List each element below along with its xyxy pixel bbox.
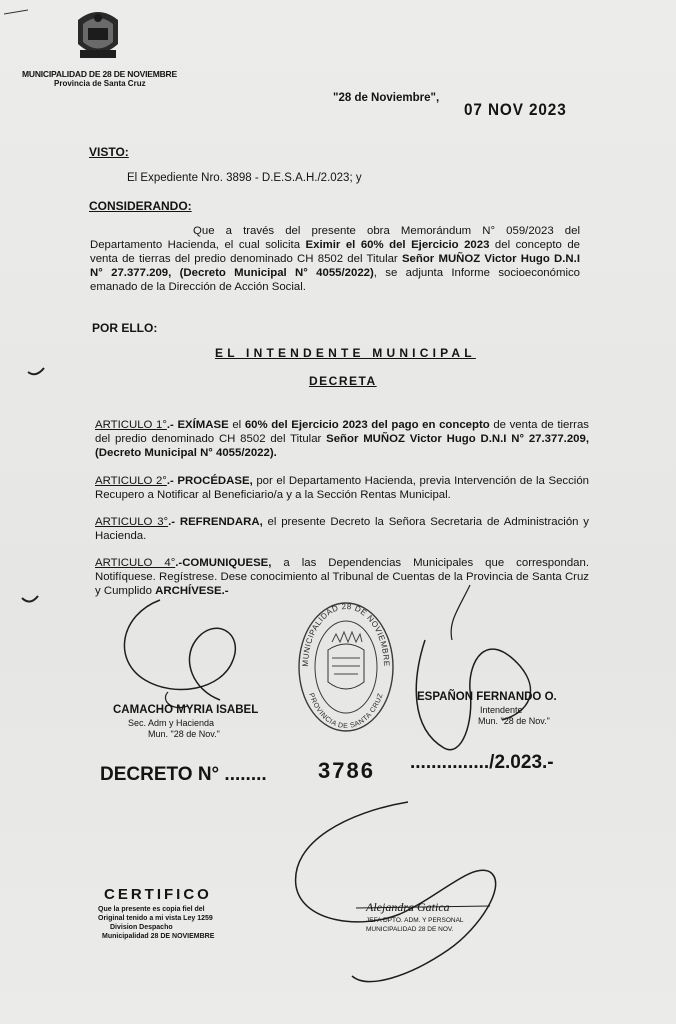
certifico-line-4: Municipalidad 28 DE NOVIEMBRE bbox=[102, 933, 215, 940]
signatory-left-role: Sec. Adm y Hacienda bbox=[128, 718, 215, 728]
certifico-line-1: Que la presente es copia fiel del bbox=[98, 906, 205, 913]
certifico-line-2: Original tenido a mi vista Ley 1259 bbox=[98, 915, 213, 922]
seal-bottom-text: PROVINCIA DE SANTA CRUZ bbox=[307, 692, 385, 731]
article-2: ARTICULO 2°.- PROCÉDASE, por el Departamento Hacienda, previa Intervención de la Sección Recupero a Notificar al Beneficiario/a y a la Sección Rentas Municipal. bbox=[95, 475, 589, 501]
decreta-heading: DECRETA bbox=[309, 374, 377, 388]
decree-label: DECRETO N° ........ bbox=[100, 764, 267, 785]
intendente-heading: EL INTENDENTE MUNICIPAL bbox=[215, 346, 476, 360]
date-stamp: 07 NOV 2023 bbox=[464, 100, 567, 119]
decree-number: 3786 bbox=[318, 758, 375, 783]
visto-expediente: El Expediente Nro. 3898 - D.E.S.A.H./2.023; y bbox=[127, 172, 362, 184]
certifier-role: JEFA DPTO. ADM. Y PERSONAL bbox=[366, 917, 464, 924]
article-3: ARTICULO 3°.- REFRENDARA, el presente Decreto la Señora Secretaria de Administración y Hacienda. bbox=[95, 516, 589, 542]
header-municipality: MUNICIPALIDAD DE 28 DE NOVIEMBRE bbox=[22, 69, 177, 79]
signatory-right-name: ESPAÑON FERNANDO O. bbox=[417, 691, 557, 703]
article-4: ARTICULO 4°.-COMUNIQUESE, a las Dependencias Municipales que correspondan. Notifíquese. Regístrese. Dese conocimiento al Tribunal de Cuentas de la Provincia de Santa Cruz y Cumplido ARCHÍVESE.- bbox=[95, 557, 589, 597]
header-quote-date: "28 de Noviembre", bbox=[333, 92, 440, 104]
decree-year: .............../2.023.- bbox=[410, 752, 554, 773]
signatory-left-place: Mun. "28 de Nov." bbox=[148, 729, 220, 739]
certifier-name: Alejandra Gatica bbox=[366, 900, 450, 914]
certifico-title: CERTIFICO bbox=[104, 886, 212, 903]
considerando-paragraph: Que a través del presente obra Memorándum N° 059/2023 del Departamento Hacienda, el cual solicita Eximir el 60% del Ejercicio 2023 del concepto de venta de tierras del predio denominado CH 8502 del Titular Señor MUÑOZ Victor Hugo D.N.I N° 27.377.209, (Decreto Municipal N° 4055/2022), se adjunta Informe socioeconómico emanado de la Dirección de Acción Social. bbox=[90, 225, 580, 293]
header-province: Provincia de Santa Cruz bbox=[54, 79, 146, 88]
signatory-right-place: Mun. "28 de Nov." bbox=[478, 716, 550, 726]
visto-heading: VISTO: bbox=[89, 145, 129, 159]
signatory-right-role: Intendente bbox=[480, 705, 523, 715]
certifier-place: MUNICIPALIDAD 28 DE NOV. bbox=[366, 926, 454, 933]
signatory-left-name: CAMACHO MYRIA ISABEL bbox=[113, 704, 259, 716]
por-ello-heading: POR ELLO: bbox=[92, 321, 158, 335]
considerando-heading: CONSIDERANDO: bbox=[89, 199, 192, 213]
seal-top-text: MUNICIPALIDAD 28 DE NOVIEMBRE bbox=[300, 601, 392, 667]
certifico-line-3: Division Despacho bbox=[110, 924, 173, 931]
article-1: ARTICULO 1°.- EXÍMASE el 60% del Ejercicio 2023 del pago en concepto de venta de tierras del predio denominado CH 8502 del Titular Señor MUÑOZ Victor Hugo D.N.I N° 27.377.209, (Decreto Municipal N° 4055/2022). bbox=[95, 419, 589, 459]
